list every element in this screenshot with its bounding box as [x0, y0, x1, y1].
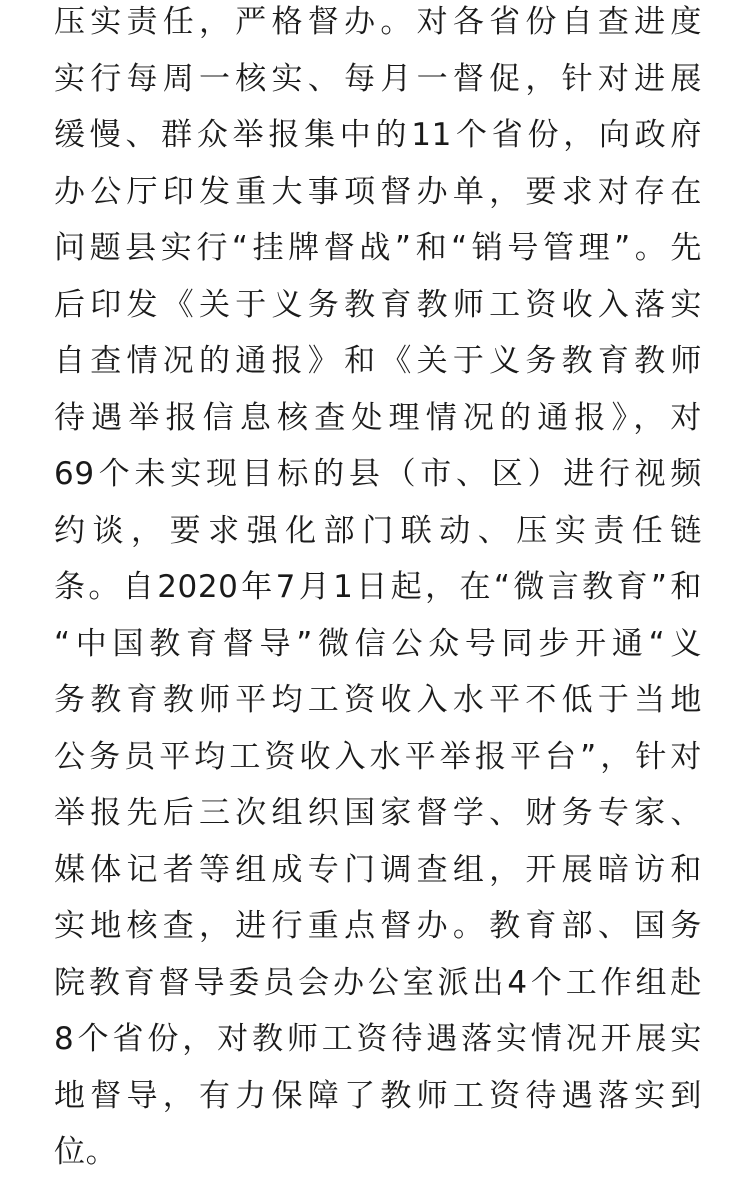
paragraph-line: 办公厅印发重大事项督办单，要求对存在	[54, 173, 702, 210]
paragraph-line: 缓慢、群众举报集中的11个省份，向政府	[54, 117, 702, 153]
paragraph-line: 务教育教师平均工资收入水平不低于当地	[54, 682, 702, 718]
paragraph-line: 约谈，要求强化部门联动、压实责任链	[54, 512, 702, 549]
paragraph-line: 公务员平均工资收入水平举报平台”，针对	[54, 738, 702, 775]
paragraph-line: “中国教育督导”微信公众号同步开通“义	[54, 625, 702, 662]
paragraph-line: 实地核查，进行重点督办。教育部、国务	[54, 908, 702, 944]
paragraph-line: 后印发《关于义务教育教师工资收入落实	[54, 286, 702, 323]
article-body	[54, 0, 702, 1181]
paragraph-line: 位。	[54, 1134, 118, 1170]
paragraph-line: 问题县实行“挂牌督战”和“销号管理”。先	[54, 230, 702, 266]
paragraph-line: 待遇举报信息核查处理情况的通报》，对	[54, 399, 702, 436]
paragraph-line: 举报先后三次组织国家督学、财务专家、	[54, 795, 702, 831]
paragraph-line: 压实责任，严格督办。对各省份自查进度	[54, 4, 702, 40]
paragraph-line: 自查情况的通报》和《关于义务教育教师	[54, 343, 702, 379]
paragraph-line: 条。自2020年7月1日起，在“微言教育”和	[54, 569, 702, 605]
paragraph-line: 媒体记者等组成专门调查组，开展暗访和	[54, 851, 702, 888]
paragraph-line: 地督导，有力保障了教师工资待遇落实到	[54, 1077, 702, 1114]
paragraph-line: 69个未实现目标的县（市、区）进行视频	[54, 456, 702, 492]
paragraph-line: 实行每周一核实、每月一督促，针对进展	[54, 60, 702, 97]
paragraph-line: 8个省份，对教师工资待遇落实情况开展实	[54, 1021, 702, 1057]
paragraph-line: 院教育督导委员会办公室派出4个工作组赴	[54, 964, 702, 1001]
